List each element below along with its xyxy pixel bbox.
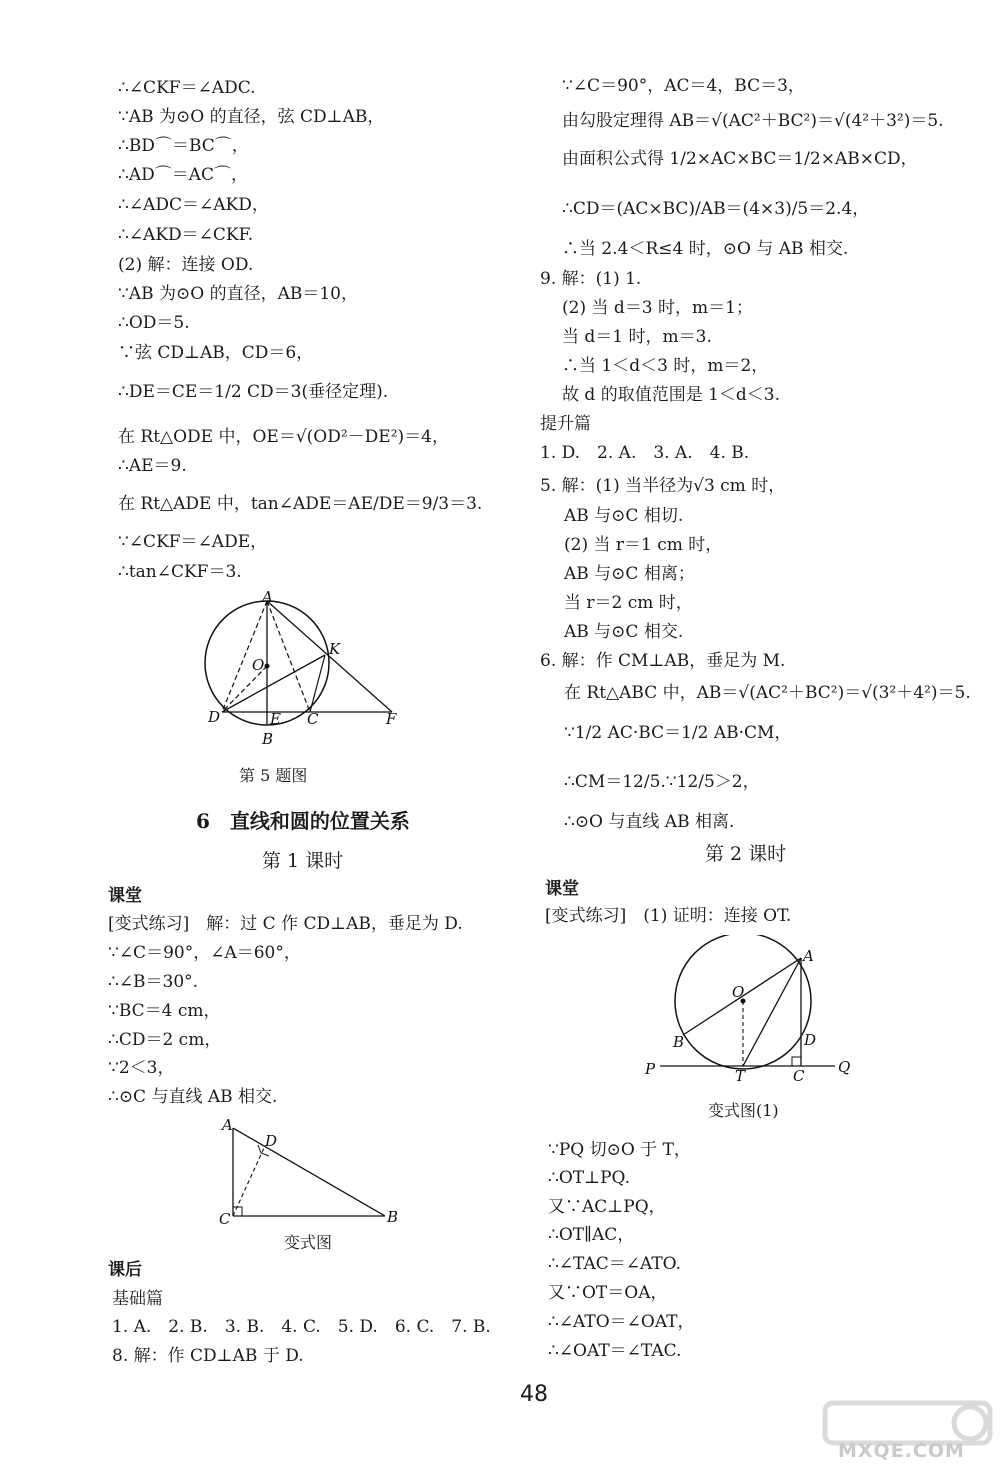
text-line: 在 Rt△ADE 中，tan∠ADE＝AE/DE＝9/3＝3. xyxy=(118,494,483,514)
answers-line: 1. A. 2. B. 3. B. 4. C. 5. D. 6. C. 7. B. xyxy=(112,1317,491,1337)
label-T: T xyxy=(735,1067,746,1085)
text-line: 当 r＝2 cm 时， xyxy=(564,593,693,613)
label-C: C xyxy=(219,1210,231,1227)
text-line: [变式练习] 解：过 C 作 CD⊥AB，垂足为 D. xyxy=(108,914,463,934)
text-line: ∵2＜3， xyxy=(108,1058,175,1078)
text-line: ∴∠B＝30°. xyxy=(108,972,199,992)
text-line: ∴∠ATO＝∠OAT， xyxy=(548,1312,695,1332)
text-line: ∴OT⊥PQ. xyxy=(548,1168,631,1188)
text-line: ∵BC＝4 cm， xyxy=(108,1001,221,1021)
text-line: ∴∠ADC＝∠AKD， xyxy=(118,195,269,215)
text-line: 又∵AC⊥PQ， xyxy=(548,1197,666,1217)
text-line: ∴DE＝CE＝1/2 CD＝3(垂径定理). xyxy=(118,382,389,402)
text-line: ∴OT∥AC， xyxy=(548,1225,635,1245)
label-O: O xyxy=(732,983,745,1001)
label-A: A xyxy=(803,947,814,965)
label-C: C xyxy=(793,1067,805,1085)
figure-5-diagram xyxy=(195,588,415,748)
text-line: 故 d 的取值范围是 1＜d＜3. xyxy=(562,385,781,405)
page-number: 48 xyxy=(520,1382,548,1407)
subheading-ketang: 课堂 xyxy=(108,886,142,906)
text-line: ∴OD＝5. xyxy=(118,313,190,333)
text-line: ∴⊙O 与直线 AB 相离. xyxy=(564,812,735,832)
lesson-title: 第 2 课时 xyxy=(705,843,787,865)
text-line: [变式练习] (1) 证明：连接 OT. xyxy=(545,906,792,926)
text-line: ∴当 1＜d＜3 时，m＝2， xyxy=(562,356,769,376)
text-line: ∵∠C＝90°，∠A＝60°， xyxy=(108,943,301,963)
figure-caption: 第 5 题图 xyxy=(239,766,308,785)
watermark-text: MXQE.COM xyxy=(838,1440,965,1462)
text-line: (2) 当 d＝3 时，m＝1； xyxy=(562,298,753,318)
label-K: K xyxy=(329,640,341,658)
text-line: ∴tan∠CKF＝3. xyxy=(118,562,242,582)
text-line: ∴∠OAT＝∠TAC. xyxy=(548,1341,682,1361)
text-line: AB 与⊙C 相离； xyxy=(564,564,695,584)
text-line: 在 Rt△ODE 中，OE＝√(OD²－DE²)＝4， xyxy=(118,427,449,447)
text-line: AB 与⊙C 相切. xyxy=(564,506,684,526)
text-line: ∴⊙C 与直线 AB 相交. xyxy=(108,1087,278,1107)
label-D: D xyxy=(804,1031,817,1049)
text-line: 由面积公式得 1/2×AC×BC＝1/2×AB×CD， xyxy=(562,149,918,169)
text-line: ∴∠CKF＝∠ADC. xyxy=(118,78,256,98)
text-line: ∴当 2.4＜R≤4 时，⊙O 与 AB 相交. xyxy=(562,239,849,259)
text-line: 6. 解：作 CM⊥AB，垂足为 M. xyxy=(540,651,786,671)
figure-caption: 变式图(1) xyxy=(708,1101,779,1120)
text-line: ∵PQ 切⊙O 于 T， xyxy=(548,1140,691,1160)
text-line: 5. 解：(1) 当半径为√3 cm 时， xyxy=(540,476,786,496)
text-line: ∵AB 为⊙O 的直径，AB＝10， xyxy=(118,284,358,304)
label-B: B xyxy=(262,730,274,748)
subheading-kehou: 课后 xyxy=(108,1260,142,1280)
text-line: 又∵OT＝OA， xyxy=(548,1283,668,1303)
text-line: 9. 解：(1) 1. xyxy=(540,269,642,289)
text-line: 当 d＝1 时，m＝3. xyxy=(562,327,712,347)
bianshi-diagram xyxy=(215,1112,405,1227)
lesson-title: 第 1 课时 xyxy=(262,850,344,872)
label-D: D xyxy=(208,708,221,726)
text-line: ∴CD＝(AC×BC)/AB＝(4×3)/5＝2.4， xyxy=(562,199,870,219)
text-line: AB 与⊙C 相交. xyxy=(564,622,684,642)
label-O: O xyxy=(252,656,265,674)
text-line: 由勾股定理得 AB＝√(AC²＋BC²)＝√(4²＋3²)＝5. xyxy=(562,111,944,131)
label-P: P xyxy=(645,1060,656,1078)
text-line: ∴CD＝2 cm， xyxy=(108,1030,222,1050)
text-line: 在 Rt△ABC 中，AB＝√(AC²＋BC²)＝√(3²＋4²)＝5. xyxy=(564,683,971,703)
label-D: D xyxy=(265,1132,278,1150)
text-line: ∴∠TAC＝∠ATO. xyxy=(548,1254,682,1274)
label-E: E xyxy=(270,710,281,728)
tisheng-label: 提升篇 xyxy=(540,414,591,434)
text-line: (2) 当 r＝1 cm 时， xyxy=(564,535,723,555)
text-line: ∴AE＝9. xyxy=(118,456,187,476)
text-line: ∵1/2 AC·BC＝1/2 AB·CM， xyxy=(564,723,792,743)
figure-caption: 变式图 xyxy=(284,1233,333,1252)
text-line: ∵弦 CD⊥AB，CD＝6， xyxy=(118,343,314,363)
label-A: A xyxy=(222,1116,233,1134)
text-line: ∴∠AKD＝∠CKF. xyxy=(118,225,254,245)
text-line: ∵∠CKF＝∠ADE， xyxy=(118,532,268,552)
label-F: F xyxy=(386,710,397,728)
label-C: C xyxy=(307,710,319,728)
label-A: A xyxy=(262,588,273,606)
label-B: B xyxy=(387,1208,399,1226)
label-B: B xyxy=(673,1033,685,1051)
text-line: ∵AB 为⊙O 的直径，弦 CD⊥AB， xyxy=(118,107,385,127)
section-title: 6 直线和圆的位置关系 xyxy=(196,809,410,833)
text-line: 8. 解：作 CD⊥AB 于 D. xyxy=(112,1346,304,1366)
text-line: ∴AD⌒＝AC⌒， xyxy=(118,165,249,185)
label-Q: Q xyxy=(838,1058,851,1076)
subheading-ketang: 课堂 xyxy=(545,879,579,899)
answers-line: 1. D. 2. A. 3. A. 4. B. xyxy=(540,443,750,463)
text-line: ∴BD⌒＝BC⌒， xyxy=(118,136,249,156)
bianshi-1-diagram xyxy=(640,935,855,1085)
text-line: (2) 解：连接 OD. xyxy=(118,255,254,275)
text-line: ∵∠C＝90°，AC＝4，BC＝3， xyxy=(562,76,805,96)
jichu-label: 基础篇 xyxy=(112,1289,163,1309)
text-line: ∴CM＝12/5.∵12/5＞2， xyxy=(564,772,760,792)
